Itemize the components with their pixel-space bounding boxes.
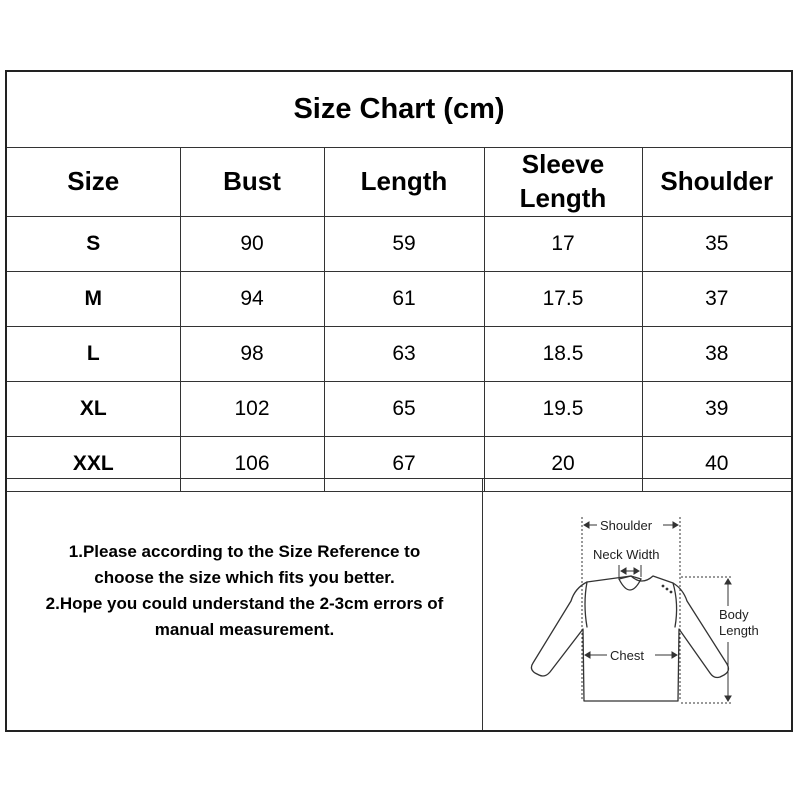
note-line-1: 1.Please according to the Size Reference to: [68, 541, 421, 561]
table-row: [7, 326, 791, 381]
size-cell: M: [7, 271, 180, 326]
shoulder-cell: 38: [642, 326, 791, 381]
sleeve-length-cell: 20: [484, 436, 642, 491]
size-table: [7, 148, 791, 492]
table-row: [7, 381, 791, 436]
shoulder-cell: 39: [642, 381, 791, 436]
header-sleeve-line1: Sleeve: [521, 149, 605, 179]
shoulder-label: Shoulder: [600, 518, 653, 533]
size-cell: XXL: [7, 436, 180, 491]
length-cell: 67: [324, 436, 484, 491]
note-line-3: 2.Hope you could understand the 2-3cm errors of: [45, 593, 444, 613]
header-sleeve-line2: Length: [519, 182, 607, 213]
header-bust: Bust: [180, 148, 324, 216]
bust-cell: 98: [180, 326, 324, 381]
table-header-row: [7, 148, 791, 216]
note-line-4: manual measurement.: [154, 619, 335, 639]
size-chart: [5, 70, 793, 732]
table-row: [7, 271, 791, 326]
sweater-outline: [531, 576, 728, 701]
sleeve-length-cell: 19.5: [484, 381, 642, 436]
length-cell: 61: [324, 271, 484, 326]
chest-label: Chest: [610, 648, 644, 663]
measurement-diagram: [483, 479, 791, 730]
sweater-measurement-icon: [483, 479, 791, 731]
size-cell: S: [7, 216, 180, 271]
bust-cell: 94: [180, 271, 324, 326]
length-cell: 63: [324, 326, 484, 381]
size-cell: L: [7, 326, 180, 381]
note-line-2: choose the size which fits you better.: [94, 567, 395, 587]
shoulder-cell: 35: [642, 216, 791, 271]
bust-cell: 106: [180, 436, 324, 491]
header-shoulder: Shoulder: [642, 148, 791, 216]
body-length-label-line1: Body: [719, 607, 749, 622]
header-length: Length: [324, 148, 484, 216]
length-cell: 59: [324, 216, 484, 271]
size-notes: [7, 479, 483, 730]
shoulder-cell: 37: [642, 271, 791, 326]
body-length-label-line2: Length: [719, 623, 759, 638]
bust-cell: 90: [180, 216, 324, 271]
sleeve-length-cell: 17.5: [484, 271, 642, 326]
neck-width-label: Neck Width: [593, 547, 660, 562]
sleeve-length-cell: 17: [484, 216, 642, 271]
header-sleeve-length: [484, 148, 642, 216]
table-row: [7, 216, 791, 271]
length-cell: 65: [324, 381, 484, 436]
sleeve-length-cell: 18.5: [484, 326, 642, 381]
header-size: Size: [7, 148, 180, 216]
shoulder-cell: 40: [642, 436, 791, 491]
bottom-section: [7, 478, 791, 730]
size-cell: XL: [7, 381, 180, 436]
bust-cell: 102: [180, 381, 324, 436]
chart-title: Size Chart (cm): [7, 72, 791, 148]
